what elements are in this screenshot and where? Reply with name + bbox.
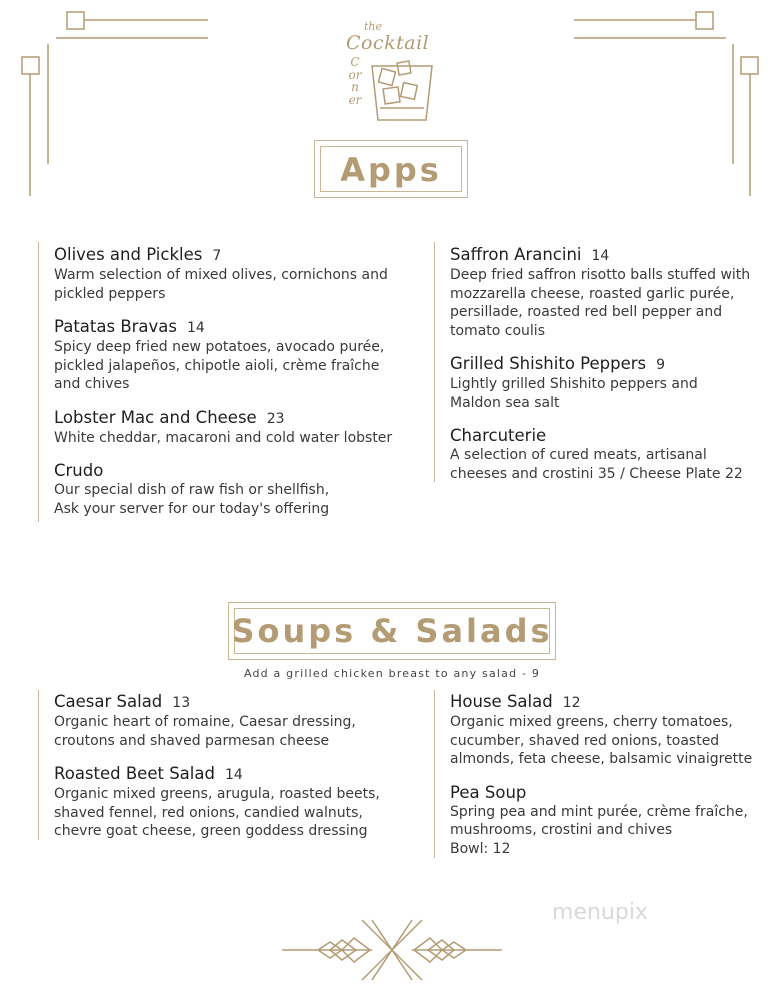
menu-item-name: [54, 764, 426, 785]
menu-item-price: 14: [591, 248, 610, 264]
menu-item-description-line: Deep fried saffron risotto balls stuffed with: [450, 267, 751, 283]
apps-left-column: [54, 245, 426, 532]
apps-right-rule: [434, 242, 435, 482]
menu-item-description-line: croutons and shaved parmesan cheese: [54, 732, 330, 749]
menupix-watermark: menupix: [552, 900, 648, 925]
menu-item-price: 23: [266, 410, 285, 427]
menu-item-description-line: Spicy deep fried new potatoes, avocado purée,: [54, 339, 385, 355]
menu-item-description-line: persillade, roasted red bell pepper and: [450, 304, 723, 320]
menu-item-description-line: Our special dish of raw fish or shellfish,: [54, 482, 330, 498]
menu-item-name: [450, 783, 770, 803]
menu-item-price: 12: [562, 695, 581, 711]
menu-item: [450, 692, 770, 769]
menu-item: [450, 354, 770, 412]
menu-item-description-line: cheeses and crostini 35 / Cheese Plate 22: [450, 465, 743, 482]
menu-item-description-line: Organic mixed greens, arugula, roasted beets,: [54, 786, 380, 802]
menu-item-description-line: Lightly grilled Shishito peppers and: [450, 376, 698, 392]
soups-left-rule: [38, 690, 39, 840]
menu-item-description-line: Warm selection of mixed olives, cornichons and: [54, 267, 388, 283]
menu-item-description-line: Organic heart of romaine, Caesar dressing,: [54, 714, 356, 730]
menu-item: [450, 783, 770, 859]
menu-item: [54, 764, 426, 841]
menu-item-description-line: Spring pea and mint purée, crème fraîche,: [450, 803, 748, 820]
menu-item-price: 14: [224, 767, 243, 783]
apps-section-title: Apps: [340, 151, 442, 189]
apps-right-column: [450, 245, 770, 497]
menu-item-name: [450, 692, 770, 713]
menu-item-name: [450, 245, 770, 266]
menu-item-description-line: Bowl: 12: [450, 840, 511, 857]
menu-item: [54, 408, 426, 448]
menu-item: [54, 245, 426, 303]
menu-item-description-line: Maldon sea salt: [450, 394, 560, 411]
cocktail-corner-logo: [338, 18, 442, 130]
menu-item-name: [54, 461, 426, 481]
menu-item: [54, 692, 426, 750]
menu-item-price: 7: [212, 248, 222, 264]
menu-item-price: 9: [656, 357, 666, 373]
menu-item-name: [450, 354, 770, 375]
menu-item-description-line: chevre goat cheese, green goddess dressing: [54, 823, 368, 839]
menu-item-description-line: Organic mixed greens, cherry tomatoes,: [450, 714, 733, 730]
menu-item-description-line: A selection of cured meats, artisanal: [450, 447, 707, 463]
item-name-text: Patatas Bravas: [54, 317, 178, 336]
logo-the: the: [364, 20, 383, 33]
item-name-text: Olives and Pickles: [54, 245, 203, 264]
soups-left-column: [54, 692, 426, 855]
salad-chicken-note: Add a grilled chicken breast to any salad - 9: [243, 667, 541, 680]
menu-item-description-line: almonds, feta cheese, balsamic vinaigrette: [450, 751, 753, 767]
menu-item: [54, 461, 426, 518]
menu-item-description-line: mozzarella cheese, roasted garlic purée,: [450, 285, 735, 302]
soups-section-title: Soups & Salads: [231, 612, 553, 650]
item-name-text: Crudo: [54, 461, 104, 480]
item-name-text: Saffron Arancini: [450, 245, 582, 264]
item-name-text: Grilled Shishito Peppers: [450, 354, 647, 373]
menu-item-description-line: cucumber, shaved red onions, toasted: [450, 732, 720, 749]
menu-item-description-line: tomato coulis: [450, 322, 545, 339]
menu-item-price: 13: [172, 695, 191, 711]
soups-right-column: [450, 692, 770, 872]
menu-item-description-line: Ask your server for our today's offering: [54, 500, 330, 517]
menu-item-description-line: pickled jalapeños, chipotle aioli, crème fraîche: [54, 357, 380, 374]
menu-item-description-line: pickled peppers: [54, 285, 166, 302]
menu-item-name: [450, 426, 770, 446]
menu-item-description-line: and chives: [54, 376, 130, 392]
soups-right-rule: [434, 690, 435, 858]
menu-item-description-line: White cheddar, macaroni and cold water lobster: [54, 429, 393, 446]
menu-item-description-line: shaved fennel, red onions, candied walnuts,: [54, 804, 363, 821]
logo-corner: Corner: [348, 55, 362, 107]
menu-item-name: [54, 317, 426, 338]
menu-item: [450, 426, 770, 483]
menu-item-price: 14: [187, 320, 205, 336]
menu-item: [450, 245, 770, 340]
apps-left-rule: [38, 242, 39, 522]
item-name-text: Pea Soup: [450, 782, 527, 802]
item-name-text: Charcuterie: [450, 426, 547, 445]
item-name-text: Lobster Mac and Cheese: [54, 407, 257, 427]
logo-cocktail: Cocktail: [346, 32, 430, 54]
menu-item-description-line: mushrooms, crostini and chives: [450, 822, 673, 838]
menu-item-name: [54, 408, 426, 429]
item-name-text: House Salad: [450, 692, 553, 711]
item-name-text: Caesar Salad: [54, 692, 163, 711]
menu-item-name: [54, 245, 426, 266]
menu-item: [54, 317, 426, 394]
menu-item-name: [54, 692, 426, 713]
item-name-text: Roasted Beet Salad: [54, 764, 215, 783]
